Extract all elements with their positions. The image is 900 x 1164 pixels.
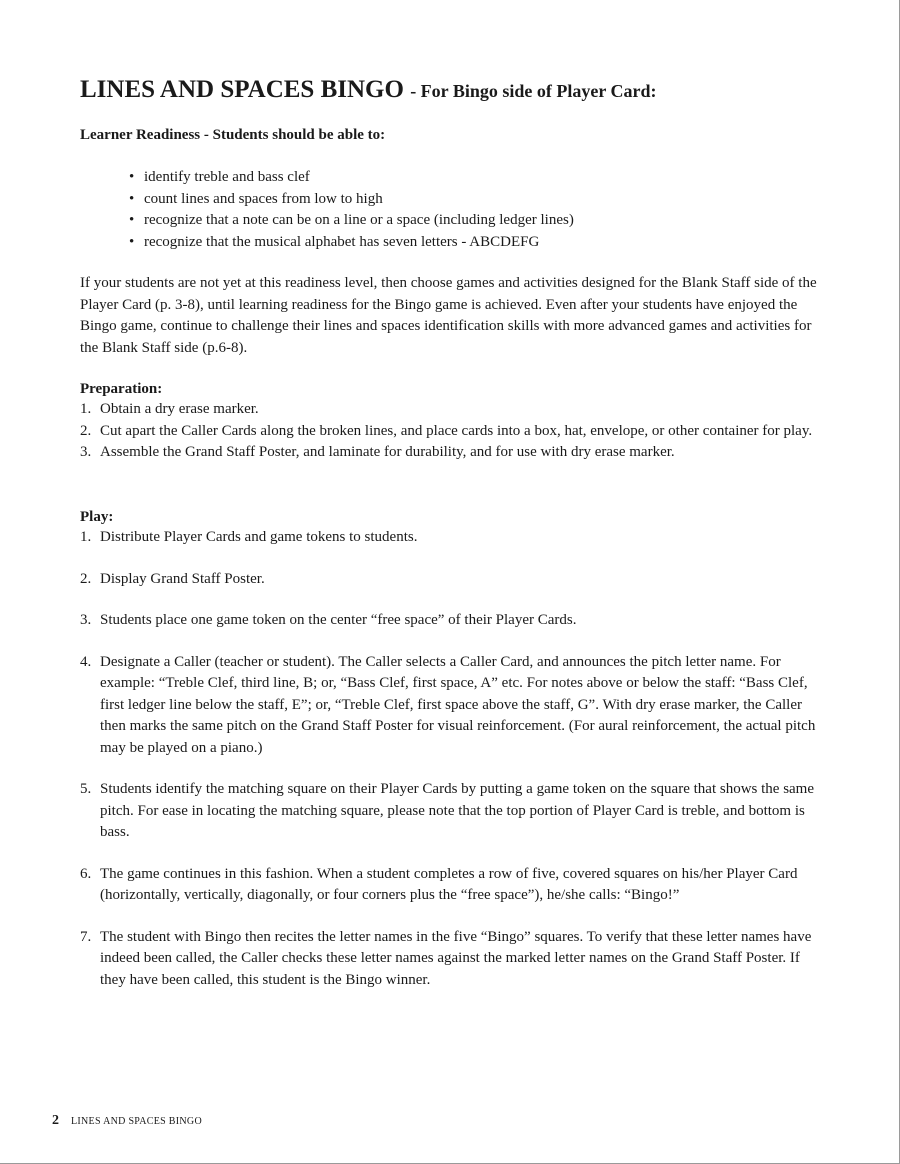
running-title: LINES AND SPACES BINGO — [71, 1116, 202, 1127]
step-text: The game continues in this fashion. When a student completes a row of five, covered squares on his/her Player Card (horizontally, vertically, diagonally, or four corners plus the “free space”), he/she calls: “Bingo!” — [100, 865, 798, 903]
list-item — [129, 167, 574, 189]
play-step — [80, 610, 820, 632]
step-number: 7. — [80, 928, 92, 945]
list-item — [129, 210, 574, 232]
step-text: Cut apart the Caller Cards along the broken lines, and place cards into a box, hat, envelope, or other container for play. — [100, 422, 813, 439]
list-item-text: recognize that a note can be on a line or a space (including ledger lines) — [144, 212, 574, 228]
step-number: 4. — [80, 653, 92, 670]
preparation-step — [80, 399, 820, 421]
step-text: Students identify the matching square on their Player Cards by putting a game token on the square that shows the same pitch. For ease in locating the matching square, please note that the top portion of Player Card is treble, and bottom is bass. — [100, 781, 815, 840]
preparation-step — [80, 421, 820, 443]
list-item-text: recognize that the musical alphabet has seven letters - ABCDEFG — [144, 233, 540, 250]
play-heading: Play: — [80, 509, 114, 525]
step-number: 6. — [80, 865, 92, 882]
step-number: 2. — [80, 570, 92, 587]
list-item — [129, 232, 574, 254]
play-step — [80, 569, 820, 591]
list-item-text: identify treble and bass clef — [144, 169, 310, 185]
page-title — [80, 72, 657, 109]
step-text: Assemble the Grand Staff Poster, and laminate for durability, and for use with dry erase marker. — [100, 444, 675, 460]
play-step — [80, 779, 820, 844]
play-step — [80, 927, 820, 992]
play-step — [80, 527, 820, 549]
step-number: 3. — [80, 444, 92, 460]
intro-paragraph: If your students are not yet at this readiness level, then choose games and activities designed for the Blank Staff side of the Player Card (p. 3-8), until learning readiness for the Bingo game is achieved. Even after your students have enjoyed the Bingo game, continue to challenge their lines and spaces identification skills with more advanced games and activities for the Blank Staff side (p.6-8). — [80, 275, 817, 356]
list-item — [129, 189, 574, 211]
learner-readiness-heading: Learner Readiness - Students should be able to: — [80, 127, 386, 143]
preparation-step — [80, 442, 820, 464]
step-text: Designate a Caller (teacher or student). The Caller selects a Caller Card, and announces the pitch letter name. For example: “Treble Clef, third line, B; or, “Bass Clef, first space, A” etc. For notes above or below the staff: “Bass Clef, first ledger line below the staff, E”; or, “Treble Clef, first space above the staff, G”. With dry erase marker, the Caller then marks the same pitch on the Grand Staff Poster for visual reinforcement. (For aural reinforcement, the actual pitch may be played on a piano.) — [100, 653, 816, 756]
play-step — [80, 864, 820, 907]
title-main: LINES AND SPACES BINGO — [80, 76, 404, 103]
step-text: Students place one game token on the center “free space” of their Player Cards. — [100, 612, 577, 628]
step-number: 1. — [80, 401, 92, 417]
readiness-list — [129, 167, 574, 253]
step-number: 1. — [80, 529, 92, 545]
list-item-text: count lines and spaces from low to high — [144, 190, 383, 207]
step-number: 3. — [80, 612, 92, 628]
step-text: The student with Bingo then recites the letter names in the five “Bingo” squares. To verify that these letter names have indeed been called, the Caller checks these letter names against the marked letter names on the Grand Staff Poster. If they have been called, this student is the Bingo winner. — [100, 928, 812, 988]
preparation-steps — [80, 399, 820, 464]
step-number: 5. — [80, 781, 92, 797]
step-text: Distribute Player Cards and game tokens to students. — [100, 529, 418, 545]
preparation-heading: Preparation: — [80, 381, 163, 397]
play-step — [80, 652, 820, 760]
step-number: 2. — [80, 422, 92, 439]
step-text: Obtain a dry erase marker. — [100, 401, 259, 417]
page-number: 2 — [52, 1113, 59, 1128]
play-steps — [80, 527, 820, 1011]
page-footer — [52, 1113, 202, 1130]
title-subtitle: - For Bingo side of Player Card: — [410, 81, 657, 101]
step-text: Display Grand Staff Poster. — [100, 570, 265, 587]
